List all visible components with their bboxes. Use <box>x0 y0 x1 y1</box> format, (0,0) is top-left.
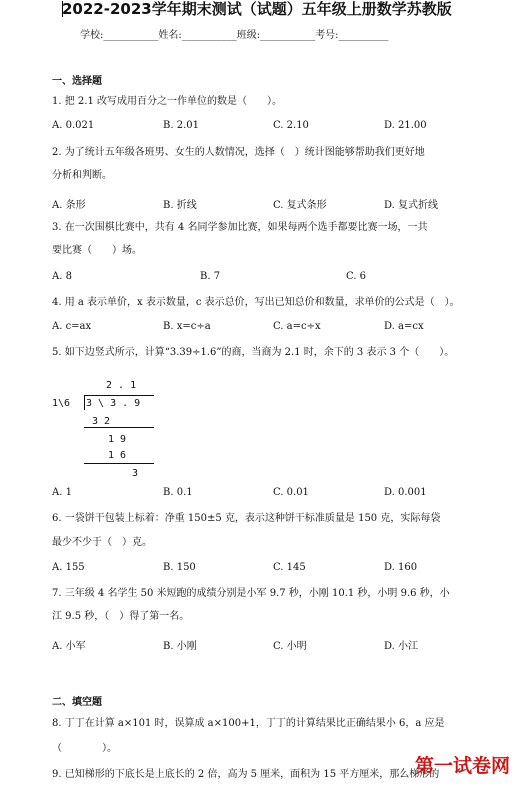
division-bar <box>84 395 154 396</box>
q1-option-d: D. 21.00 <box>384 120 427 131</box>
q6-option-b: B. 150 <box>163 562 196 573</box>
division-step-product-2: 1 6 <box>108 450 127 461</box>
question-2-line2: 分析和判断。 <box>52 170 112 181</box>
division-divisor: 1\6 <box>52 398 71 409</box>
q4-option-c: C. a=c÷x <box>273 321 321 332</box>
division-remainder: 3 <box>132 468 139 479</box>
q7-option-d: D. 小江 <box>384 641 419 652</box>
q7-option-a: A. 小军 <box>52 641 86 652</box>
question-5: 5. 如下边竖式所示，计算“3.39÷1.6”的商，当商为 2.1 时，余下的 3 表示 3 个（ ）。 <box>52 347 455 358</box>
q2-option-b: B. 折线 <box>163 200 197 211</box>
question-6-line1: 6. 一袋饼干包装上标着：净重 150±5 克，表示这种饼干标准质量是 150 克，实际每袋 <box>52 513 441 524</box>
question-4: 4. 用 a 表示单价，x 表示数量，c 表示总价，写出已知总价和数量，求单价的公式是（ ）。 <box>52 297 460 308</box>
q6-option-c: C. 145 <box>273 562 306 573</box>
q3-option-a: A. 8 <box>52 271 72 282</box>
division-step-difference: 1 9 <box>108 434 127 445</box>
q7-option-c: C. 小明 <box>273 641 307 652</box>
question-2-line1: 2. 为了统计五年级各班男、女生的人数情况，选择（ ）统计图能够帮助我们更好地 <box>52 147 425 158</box>
question-3-line2: 要比赛（ ）场。 <box>52 245 142 256</box>
q1-option-b: B. 2.01 <box>163 120 199 131</box>
page-title: 2022-2023学年期末测试（试题）五年级上册数学苏教版 <box>62 0 452 18</box>
q6-option-a: A. 155 <box>52 562 85 573</box>
student-info-line: 学校:___________姓名:___________班级:___________考号:__________ <box>80 30 389 41</box>
q7-option-b: B. 小刚 <box>163 641 197 652</box>
q2-option-a: A. 条形 <box>52 200 86 211</box>
question-3-line1: 3. 在一次围棋比赛中，共有 4 名同学参加比赛，如果每两个选手都要比赛一场，一共 <box>52 222 428 233</box>
question-1: 1. 把 2.1 改写成用百分之一作单位的数是（ ）。 <box>52 96 282 107</box>
section-heading-choice: 一、选择题 <box>52 76 102 87</box>
question-9: 9. 已知梯形的下底长是上底长的 2 倍，高为 5 厘米，面积为 15 平方厘米，那么梯形的 <box>52 769 440 780</box>
q4-option-a: A. c=ax <box>52 321 92 332</box>
question-8-line2: （ ）。 <box>52 743 117 754</box>
q6-option-d: D. 160 <box>384 562 418 573</box>
q3-option-c: C. 6 <box>346 271 367 282</box>
q5-option-c: C. 0.01 <box>273 487 309 498</box>
q5-option-d: D. 0.001 <box>384 487 427 498</box>
site-watermark: 第一试卷网 <box>414 755 510 777</box>
division-line-1 <box>84 427 154 428</box>
division-quotient: 2 . 1 <box>106 380 137 391</box>
division-bracket <box>84 396 85 410</box>
section-heading-fill: 二、填空题 <box>52 697 102 708</box>
q1-option-c: C. 2.10 <box>273 120 309 131</box>
q5-option-a: A. 1 <box>52 487 72 498</box>
q5-option-b: B. 0.1 <box>163 487 193 498</box>
question-7-line1: 7. 三年级 4 名学生 50 米短跑的成绩分别是小军 9.7 秒，小刚 10.1 秒，小明 9.6 秒，小 <box>52 588 450 599</box>
q4-option-d: D. a=cx <box>384 321 424 332</box>
question-8-line1: 8. 丁丁在计算 a×101 时，误算成 a×100+1，丁丁的计算结果比正确结果小 6，a 应是 <box>52 718 445 729</box>
question-6-line2: 最少不少于（ ）克。 <box>52 537 152 548</box>
division-line-2 <box>84 463 154 464</box>
division-step-product-1: 3 2 <box>92 416 111 427</box>
q1-option-a: A. 0.021 <box>52 120 95 131</box>
q2-option-d: D. 复式折线 <box>384 200 439 211</box>
question-7-line2: 江 9.5 秒，（ ）得了第一名。 <box>52 611 190 622</box>
q4-option-b: B. x=c÷a <box>163 321 211 332</box>
q2-option-c: C. 复式条形 <box>273 200 327 211</box>
division-dividend: 3 \ 3 . 9 <box>86 398 141 409</box>
q3-option-b: B. 7 <box>200 271 221 282</box>
